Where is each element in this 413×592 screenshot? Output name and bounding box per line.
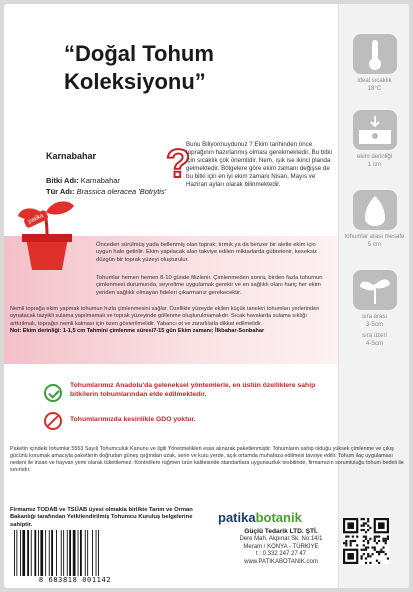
company-name: Güçlü Tedarik LTD. ŞTİ. — [244, 528, 318, 535]
side-label: ekim derinliği — [356, 154, 392, 160]
legal-text: Paketin içindeki tohumlar 5553 Sayılı Tohumculuk Kanunu ve ilgili Yönetmelikleri esas alınarak paketlenmiştir. Tohumların sahip olduğu yüksek çimlenme ve çıkış gücünü korumak amacıyla paketlerin doğrudan güneş ışığından uzak, serin ve kuru yerde, açık ortamda muhafaza edilmesi tavsiye edilir. Tohum ilaç uygulaması nedeni ile insan ve hayvan yemi olarak tüketilemez. Kontrollere rağmen ürün kalitesinde standartlara uygunsuzluk tesbitinde, firmamızın sorumluluğu tohum bedeli ile sınırlıdır. — [10, 446, 404, 473]
gmo-free-text: Tohumlarımızda kesinlikle GDO yoktur. — [70, 416, 196, 423]
thermometer-icon — [353, 34, 397, 74]
qr-code-icon[interactable] — [343, 518, 389, 564]
patika-badge: patika — [23, 209, 49, 228]
watering-instructions — [10, 306, 332, 335]
side-item-depth — [339, 110, 409, 169]
sowing-instructions: Önceden sürülmüş yada bellenmiş olan toprak; tırmık ya da benzer bir aletle ekim için uygun hale getirilir. Ekim yapılacak alan takviye edilen miktarlarda gübrelenir, keseksiz düzgün bir toprak yüzeyi oluşturulur. — [96, 242, 318, 263]
logo-part2: botanik — [255, 510, 302, 525]
company-phone: t : 0 332 247 27 47 — [255, 551, 307, 558]
tradition-claim-text: Tohumlarımız Anadolu'da geleneksel yöntemlerle, en üstün özelliklere sahip bitkilerin tohumlarından elde edilmektedir. — [70, 382, 316, 398]
germination-instructions: Tohumlar hemen hemen 8-10 günde filizlenir. Çimlenmeden sonra, birden fazla tohumun çimlenmesi durumunda, seyreltme uygulamak gerekir ve en sağlıklı olanı hariç her ekim yeriden sağlıklı olmayan fideleri çıkarmanız gerekecektir. — [96, 275, 323, 296]
side-item-seed-spacing — [339, 190, 409, 249]
side-item-temperature — [339, 34, 409, 93]
barcode — [12, 530, 138, 576]
seed-packet — [4, 4, 409, 588]
company-address2: Meram / KONYA - TÜRKİYE — [243, 543, 319, 550]
company-website[interactable]: www.PATIKABOTANIK.com — [244, 558, 318, 565]
logo-part1: patika — [218, 510, 256, 525]
company-info — [216, 528, 346, 566]
certification-text: Firmamız TODAB ve TSÜAB üyesi olmakla birlikte Tarım ve Orman Bakanlığı tarafından Yetkilendirilmiş Tohumcu Kuruluş belgelerine sahiptir. — [10, 507, 193, 528]
sowing-note: Not: Ekim derinliği: 1-1,5 cm Tahmini çimlenme süresi7-15 gün Ekim zamanı; İlkbahar-Sonbahar — [10, 327, 265, 334]
side-label: sıra üzeri — [362, 332, 387, 339]
ban-icon — [44, 412, 62, 430]
plant-bitki-adi — [46, 176, 120, 185]
side-label: tohumlar arası mesafe — [344, 234, 405, 240]
tur-label: Tür Adı: — [46, 187, 75, 196]
row-spacing-icon — [353, 270, 397, 310]
side-value: 1 cm — [367, 161, 382, 169]
side-value: 4-5cm — [365, 340, 384, 348]
tur-value: Brassica oleracea 'Botrytis' — [76, 187, 167, 196]
side-label: ideal sıcaklık — [357, 78, 392, 84]
side-value: 3-5cm — [365, 321, 384, 329]
sprout-pot-icon — [12, 194, 82, 272]
side-value: 5 cm — [367, 241, 382, 249]
side-item-row-spacing — [339, 270, 409, 348]
page-title: “Doğal Tohum Koleksiyonu” — [64, 41, 214, 94]
svg-text:?: ? — [166, 142, 191, 186]
side-label: sıra arası — [361, 314, 387, 320]
watering-text: Nemli toprağa ekim yapmak tohumun hızla çimlenmesini sağlar. Özellikle yüzeyde ekilen küçük taneleri tohumları yerlerinden oynatacak tazyikli sulama yapılmamalı ve toprak yüzeyinde göllenme oluşturulmamalıdır. Sıcak havalarda sulama sıklığı arttırılmalı, toprağın nemli kalması için özen gösterilmelidir. Yabancı ot ve zararlılarla dikkat edilmelidir. — [10, 306, 320, 327]
side-value: 18°C — [367, 85, 382, 93]
bitki-label: Bitki Adı: — [46, 176, 79, 185]
patika-botanik-logo — [218, 510, 302, 525]
seed-depth-icon — [353, 110, 397, 150]
barcode-number: 8 683818 001142 — [12, 576, 138, 584]
check-icon — [44, 384, 62, 402]
sowing-info-sidebar — [338, 4, 409, 588]
bitki-value: Karnabahar — [80, 176, 120, 185]
company-address1: Dere Mah. Akpınar Sk. No:14/1 — [239, 536, 323, 543]
main-column — [4, 4, 338, 588]
plant-name: Karnabahar — [46, 151, 97, 161]
did-you-know-text: Bunu Biliyormuydunuz ? Ekim tarihinden önce toprağının hazırlanmış olması gerekmektedir. Bu bitki için sıcaklık çok önemlidir. Nem, ışık ise ikinci planda gelmektedir. Bölgelere göre ekim zamanı değişse de bu bitki için en iyi ekim zamanı Nisan, Mayıs ve Haziran ayları olarak bilinmektedir. — [186, 141, 332, 189]
seed-spacing-icon — [353, 190, 397, 230]
